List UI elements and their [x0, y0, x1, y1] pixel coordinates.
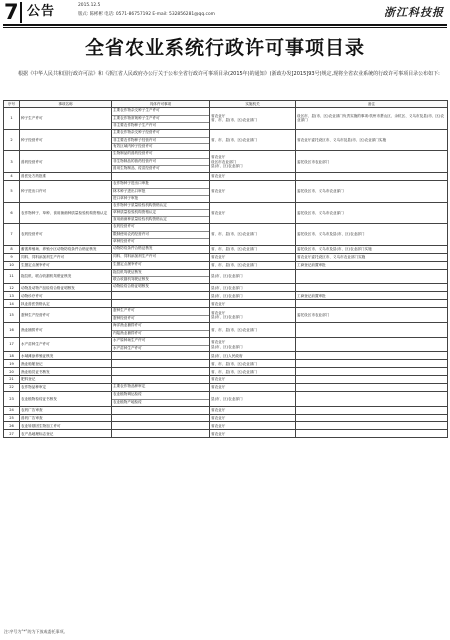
specific-item: 草种经营许可: [112, 238, 209, 245]
row-number: 4: [4, 173, 20, 181]
specific-item: 食用菌菌种质量检验机构资格认定: [112, 216, 209, 223]
row-number: 8: [4, 245, 20, 253]
row-number: 19: [4, 360, 20, 368]
row-remark: 省农业厅委托设区市、义乌市及县(市、区)农业部门实施: [296, 129, 448, 151]
row-authority: 省农业厅 县(市、区)农业部门: [210, 308, 296, 323]
row-specific-items: [112, 180, 210, 202]
specific-item: 草种质量检验机构资格认定: [112, 209, 209, 216]
row-number: 12: [4, 284, 20, 292]
row-specific-items: [112, 352, 210, 360]
row-specific-items: [112, 173, 210, 181]
row-number: 2: [4, 129, 20, 151]
row-specific-items: [112, 284, 210, 292]
specific-item: 动物检疫合格证明核发: [113, 284, 149, 289]
specific-item: 非生物制品的兽药经营许可: [112, 158, 209, 165]
page-number-divider: [20, 2, 22, 23]
header-remark: 备注: [296, 101, 448, 108]
table-row: [4, 368, 448, 376]
table-row: [4, 129, 448, 151]
row-authority: 省农业厅 设区市农业部门 县(市、区)农业部门: [210, 151, 296, 173]
row-number: 11: [4, 269, 20, 284]
row-specific-items: [112, 269, 210, 284]
row-specific-items: [112, 224, 210, 246]
table-row: [4, 352, 448, 360]
row-remark: 委托设区市农业部门: [296, 151, 448, 173]
table-body: [4, 108, 448, 438]
row-authority: 省农业厅: [210, 253, 296, 261]
row-item-name: 农药经营许可: [20, 224, 112, 246]
row-item-name: 农业转基因生物加工许可: [20, 422, 112, 430]
specific-item: 非主要农作物种子生产许可: [112, 122, 209, 129]
specific-item: 农作物种子质量检验机构资格认定: [113, 202, 167, 207]
specific-item: 蚕种经营许可: [112, 315, 209, 322]
row-specific-items: [112, 414, 210, 422]
row-item-name: 蚕种生产经营许可: [20, 308, 112, 323]
row-item-name: 动物诊疗许可: [20, 292, 112, 300]
row-remark: [296, 368, 448, 376]
table-row: [4, 337, 448, 352]
row-authority: 省、市、县(市、区)农业部门: [210, 224, 296, 246]
row-remark: 工商登记前置审批: [296, 292, 448, 300]
specific-item: [112, 173, 209, 180]
specific-item: [112, 300, 209, 307]
footnote: 注:序号为“*”的为下放或委托事项。: [4, 629, 68, 634]
table-row: [4, 414, 448, 422]
row-specific-items: [112, 108, 210, 130]
row-remark: [296, 391, 448, 406]
table-row: [4, 108, 448, 130]
row-specific-items: [112, 360, 210, 368]
table-row: [4, 180, 448, 202]
specific-item: 生猪定点屠宰许可: [113, 261, 142, 266]
row-number: 27: [4, 430, 20, 438]
specific-item: 农药经营许可: [113, 224, 135, 229]
row-remark: 工商登记前置审批: [296, 261, 448, 269]
row-item-name: 动物及动物产品检疫合格证明核发: [20, 284, 112, 292]
specific-item: 进口草种子审批: [112, 195, 209, 202]
row-item-name: 种子经营许可: [20, 129, 112, 151]
specific-item: 兽用生物制品、疫苗经营许可: [112, 165, 209, 172]
row-remark: [296, 422, 448, 430]
table-row: [4, 253, 448, 261]
row-number: 25: [4, 414, 20, 422]
row-remark: [296, 322, 448, 337]
row-specific-items: [112, 383, 210, 391]
specific-item: 非主要农作物种子经营许可: [112, 137, 209, 144]
specific-item: 生物制品的兽药经营许可: [113, 151, 153, 156]
specific-item: 主要农作物杂交种子生产许可: [113, 108, 160, 112]
row-number: 17: [4, 337, 20, 352]
specific-item: 农业植物调运检疫: [113, 391, 142, 396]
row-authority: 省农业厅: [210, 376, 296, 384]
masthead-rule-thin: [3, 27, 447, 28]
specific-item: 海洋渔业捕捞许可: [113, 322, 142, 327]
row-authority: 省农业厅: [210, 202, 296, 224]
row-item-name: 水产苗种生产许可: [20, 337, 112, 352]
row-specific-items: [112, 430, 210, 438]
row-authority: 省农业厅: [210, 173, 296, 181]
row-remark: 省农业厅委托设区市、义乌市农业部门实施: [296, 253, 448, 261]
row-authority: 省农业厅: [210, 383, 296, 391]
row-specific-items: [112, 391, 210, 406]
row-item-name: 生猪定点屠宰许可: [20, 261, 112, 269]
row-item-name: 农药广告审查: [20, 406, 112, 414]
row-number: 5: [4, 180, 20, 202]
row-authority: 省、市、县(市、区)农业部门: [210, 360, 296, 368]
row-remark: 委托设区市、义乌市及县(市、区)农业部门: [296, 224, 448, 246]
row-item-name: 农作物种子、草种、食用菌菌种质量检验机构资格认定: [20, 202, 112, 224]
table-row: [4, 308, 448, 323]
specific-item: 水产原种场生产许可: [113, 337, 146, 342]
row-authority: 省、市、县(市、区)农业部门: [210, 245, 296, 253]
header-item-name: 事项名称: [20, 101, 112, 108]
table-row: [4, 202, 448, 224]
row-item-name: 饲料、饲料添加剂生产许可: [20, 253, 112, 261]
table-row: [4, 245, 448, 253]
specific-item: 林木种子进出口审批: [112, 188, 209, 195]
row-number: 6: [4, 202, 20, 224]
row-specific-items: [112, 151, 210, 173]
row-item-name: 渔业捕捞许可: [20, 322, 112, 337]
table-row: [4, 284, 448, 292]
specific-item: 有效区域内种子经营许可: [112, 143, 209, 150]
specific-item: 农作物种子进出口审批: [113, 180, 149, 185]
row-item-name: 渔业船员证书核发: [20, 368, 112, 376]
row-remark: 委托设区市、义乌市农业部门: [296, 202, 448, 224]
row-specific-items: [112, 292, 210, 300]
row-remark: [296, 360, 448, 368]
row-remark: 委托设区市、义乌市及县(市、区)农业部门实施: [296, 245, 448, 253]
row-specific-items: [112, 368, 210, 376]
row-number: 10: [4, 261, 20, 269]
row-authority: 省农业厅: [210, 414, 296, 422]
row-item-name: 种子生产许可: [20, 108, 112, 130]
specific-item: 联合收割机驾驶证核发: [112, 276, 209, 283]
specific-item: [112, 352, 209, 359]
row-item-name: 兽药经营许可: [20, 151, 112, 173]
row-number: 16: [4, 322, 20, 337]
row-authority: 省、市、县(市、区)农业部门: [210, 261, 296, 269]
row-number: 23: [4, 391, 20, 406]
header-specific-item: 具体许可事项: [112, 101, 210, 108]
specific-item: 内陆渔业捕捞许可: [112, 330, 209, 337]
row-item-name: 水域滩涂养殖证核发: [20, 352, 112, 360]
row-remark: [296, 414, 448, 422]
table-row: [4, 292, 448, 300]
section-title: 公告: [27, 4, 56, 19]
row-number: 22: [4, 383, 20, 391]
row-specific-items: [112, 406, 210, 414]
row-number: 1: [4, 108, 20, 130]
row-specific-items: [112, 337, 210, 352]
row-authority: 县(市、区)农业部门: [210, 269, 296, 284]
row-item-name: 执业兽医资格认定: [20, 300, 112, 308]
table-row: [4, 383, 448, 391]
row-item-name: 种子进出口许可: [20, 180, 112, 202]
row-number: 14: [4, 300, 20, 308]
table-row: [4, 376, 448, 384]
header-no: 序号: [4, 101, 20, 108]
specific-item: 主要农作物品种审定: [113, 383, 146, 388]
editor-contact: 版式: 陈彬彬 电话: 0571-86757192 E-mail: 532856281@qq.com: [78, 12, 215, 17]
specific-item: [112, 368, 209, 375]
row-remark: [296, 352, 448, 360]
specific-item: 动物防疫条件合格证核发: [113, 245, 153, 250]
masthead-rule: [3, 24, 447, 26]
table-row: [4, 300, 448, 308]
table-row: [4, 360, 448, 368]
row-specific-items: [112, 202, 210, 224]
row-remark: [296, 383, 448, 391]
row-specific-items: [112, 253, 210, 261]
table-row: [4, 430, 448, 438]
specific-item: 主要农作物杂交种子经营许可: [113, 129, 160, 134]
row-authority: 省农业厅: [210, 406, 296, 414]
row-authority: 县(市、区)人民政府: [210, 352, 296, 360]
row-authority: 省农业厅: [210, 430, 296, 438]
specific-item: [112, 415, 209, 422]
row-specific-items: [112, 261, 210, 269]
row-authority: 省、市、县(市、区)农业部门: [210, 129, 296, 151]
row-specific-items: [112, 245, 210, 253]
specific-item: 蚕种生产许可: [113, 308, 135, 313]
specific-item: 拖拉机驾驶证核发: [113, 269, 142, 274]
row-item-name: 渔业船舶登记: [20, 360, 112, 368]
row-item-name: 兽医处方药批准: [20, 173, 112, 181]
row-remark: 设区市、县(市、区)农业部门负责实施的事项:杭州市萧山区、余杭区、义乌市及县(市、区)农业部门: [296, 108, 448, 130]
row-number: 20: [4, 368, 20, 376]
specific-item: [112, 292, 209, 299]
row-item-name: 农业植物检疫证书核发: [20, 391, 112, 406]
specific-item: 限制使用农药经营许可: [112, 231, 209, 238]
row-specific-items: [112, 376, 210, 384]
specific-item: 农业植物产地检疫: [112, 399, 209, 406]
row-number: 24: [4, 406, 20, 414]
row-authority: 省、市、县(市、区)农业部门: [210, 368, 296, 376]
row-remark: [296, 300, 448, 308]
row-specific-items: [112, 300, 210, 308]
issue-date: 2015.12.5: [78, 3, 101, 8]
table-row: [4, 151, 448, 173]
specific-item: 水产苗种生产许可: [112, 345, 209, 352]
row-number: 21: [4, 376, 20, 384]
row-remark: [296, 406, 448, 414]
newspaper-logo: 浙江科技报: [384, 6, 444, 19]
row-number: 3: [4, 151, 20, 173]
headline: 全省农业系统行政许可事项目录: [84, 37, 365, 59]
row-specific-items: [112, 129, 210, 151]
lead-paragraph: 根据《中华人民共和国行政许可法》和《浙江省人民政府办公厅关于公布全省行政许可事项目录(2015年)的通知》(浙政办发[2015]93号)规定,现将全省农业系统的行政许可事项目录公布如下:: [18, 71, 440, 77]
specific-item: 主要农作物常规种子生产许可: [112, 115, 209, 122]
row-authority: 县(市、区)农业部门: [210, 284, 296, 292]
row-specific-items: [112, 422, 210, 430]
table-row: [4, 422, 448, 430]
row-number: 9: [4, 253, 20, 261]
specific-item: [112, 360, 209, 367]
row-item-name: 农作物品种审定: [20, 383, 112, 391]
row-remark: 委托设区市、义乌市农业部门: [296, 180, 448, 202]
row-authority: 省农业厅 省、市、县(市、区)农业部门: [210, 108, 296, 130]
page-number: 7: [4, 0, 19, 24]
table-row: [4, 224, 448, 246]
table-row: [4, 391, 448, 406]
row-authority: 省农业厅: [210, 300, 296, 308]
table-row: [4, 173, 448, 181]
header-authority: 实施机关: [210, 101, 296, 108]
row-item-name: 兽药广告审查: [20, 414, 112, 422]
table-row: [4, 322, 448, 337]
row-number: 26: [4, 422, 20, 430]
row-specific-items: [112, 308, 210, 323]
row-item-name: 肥料登记: [20, 376, 112, 384]
row-number: 15: [4, 308, 20, 323]
specific-item: [112, 422, 209, 429]
specific-item: [112, 407, 209, 414]
row-number: 7: [4, 224, 20, 246]
table-row: [4, 406, 448, 414]
row-remark: [296, 376, 448, 384]
table-header-row: [4, 101, 448, 108]
row-remark: [296, 430, 448, 438]
row-number: 18: [4, 352, 20, 360]
row-item-name: 拖拉机、联合收割机驾驶证核发: [20, 269, 112, 284]
row-number: 13: [4, 292, 20, 300]
row-remark: [296, 269, 448, 284]
row-item-name: 畜禽养殖场、养殖小区动物防疫条件合格证核发: [20, 245, 112, 253]
row-remark: [296, 284, 448, 292]
row-authority: 县(市、区)农业部门: [210, 292, 296, 300]
table-row: [4, 261, 448, 269]
row-remark: [296, 337, 448, 352]
row-authority: 县(市、区)农业部门: [210, 391, 296, 406]
row-remark: [296, 173, 448, 181]
row-authority: 省农业厅: [210, 180, 296, 202]
specific-item: [112, 430, 209, 437]
row-specific-items: [112, 322, 210, 337]
specific-item: 饲料、饲料添加剂生产许可: [113, 253, 157, 258]
permit-table: [3, 100, 448, 438]
masthead: [0, 0, 450, 28]
table-row: [4, 269, 448, 284]
specific-item: [112, 376, 209, 383]
row-item-name: 农产品地理标志登记: [20, 430, 112, 438]
row-authority: 省、市、县(市、区)农业部门: [210, 322, 296, 337]
row-authority: 省农业厅: [210, 422, 296, 430]
row-remark: 委托设区市农业部门: [296, 308, 448, 323]
row-authority: 省农业厅 县(市、区)农业部门: [210, 337, 296, 352]
